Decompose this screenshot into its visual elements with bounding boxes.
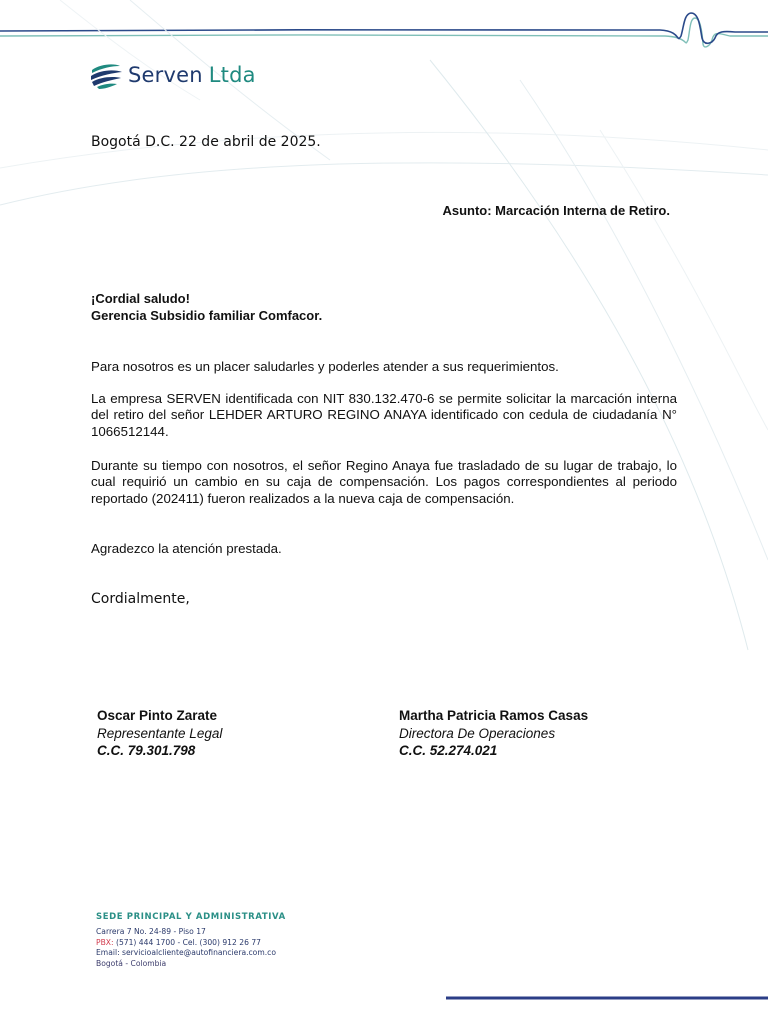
logo-suffix: Ltda [208, 63, 256, 87]
watermark-curve-1 [0, 163, 768, 205]
globe-logo-icon [88, 58, 124, 92]
signature-block-legal-rep [97, 707, 222, 760]
signer-id: C.C. 52.274.021 [399, 743, 498, 758]
body-paragraph-2: La empresa SERVEN identificada con NIT 830.132.470-6 se permite solicitar la marcación interna del retiro del señor LEHDER ARTURO REGINO ANAYA identificado con cedula de ciudadanía N° 1066512144. [91, 391, 677, 439]
watermark-curve-7 [600, 130, 768, 430]
watermark-curve-5 [430, 60, 748, 650]
footer-phone-value: (571) 444 1700 - Cel. (300) 912 26 77 [113, 937, 262, 947]
footer-email: Email: servicioalcliente@autofinanciera.com.co [96, 948, 276, 958]
recipient-line: Gerencia Subsidio familiar Comfacor. [91, 308, 323, 323]
signer-title: Directora De Operaciones [399, 725, 556, 741]
signer-id: C.C. 79.301.798 [97, 743, 196, 758]
footer-city: Bogotá - Colombia [96, 958, 167, 968]
footer-heading: SEDE PRINCIPAL Y ADMINISTRATIVA [96, 912, 286, 922]
body-paragraph-1: Para nosotros es un placer saludarles y poderles atender a sus requerimientos. [91, 359, 559, 374]
letter-date: Bogotá D.C. 22 de abril de 2025. [91, 134, 321, 150]
footer-address: Carrera 7 No. 24-89 - Piso 17 [96, 927, 206, 936]
footer-contact [96, 912, 286, 969]
signer-title: Representante Legal [97, 725, 223, 741]
signer-name: Martha Patricia Ramos Casas [399, 708, 589, 723]
footer-phone-label: PBX: [96, 937, 114, 947]
company-logo-text [128, 63, 256, 87]
body-paragraph-4: Agradezco la atención prestada. [91, 541, 282, 556]
greeting-block [91, 290, 322, 324]
closing-salutation: Cordialmente, [91, 591, 190, 607]
logo-name: Serven [128, 63, 203, 87]
signer-name: Oscar Pinto Zarate [97, 708, 218, 723]
signature-block-operations-director [399, 707, 588, 760]
footer-phone [96, 938, 286, 949]
header-line-inner [0, 13, 768, 43]
body-paragraph-3: Durante su tiempo con nosotros, el señor Regino Anaya fue trasladado de su lugar de trabajo, lo cual requirió un cambio en su caja de compensación. Los pagos correspondientes al periodo reportado (202411) fueron realizados a la nueva caja de compensación. [91, 458, 677, 506]
greeting-line: ¡Cordial saludo! [91, 291, 190, 306]
company-logo [88, 58, 256, 92]
letter-subject: Asunto: Marcación Interna de Retiro. [442, 203, 670, 218]
